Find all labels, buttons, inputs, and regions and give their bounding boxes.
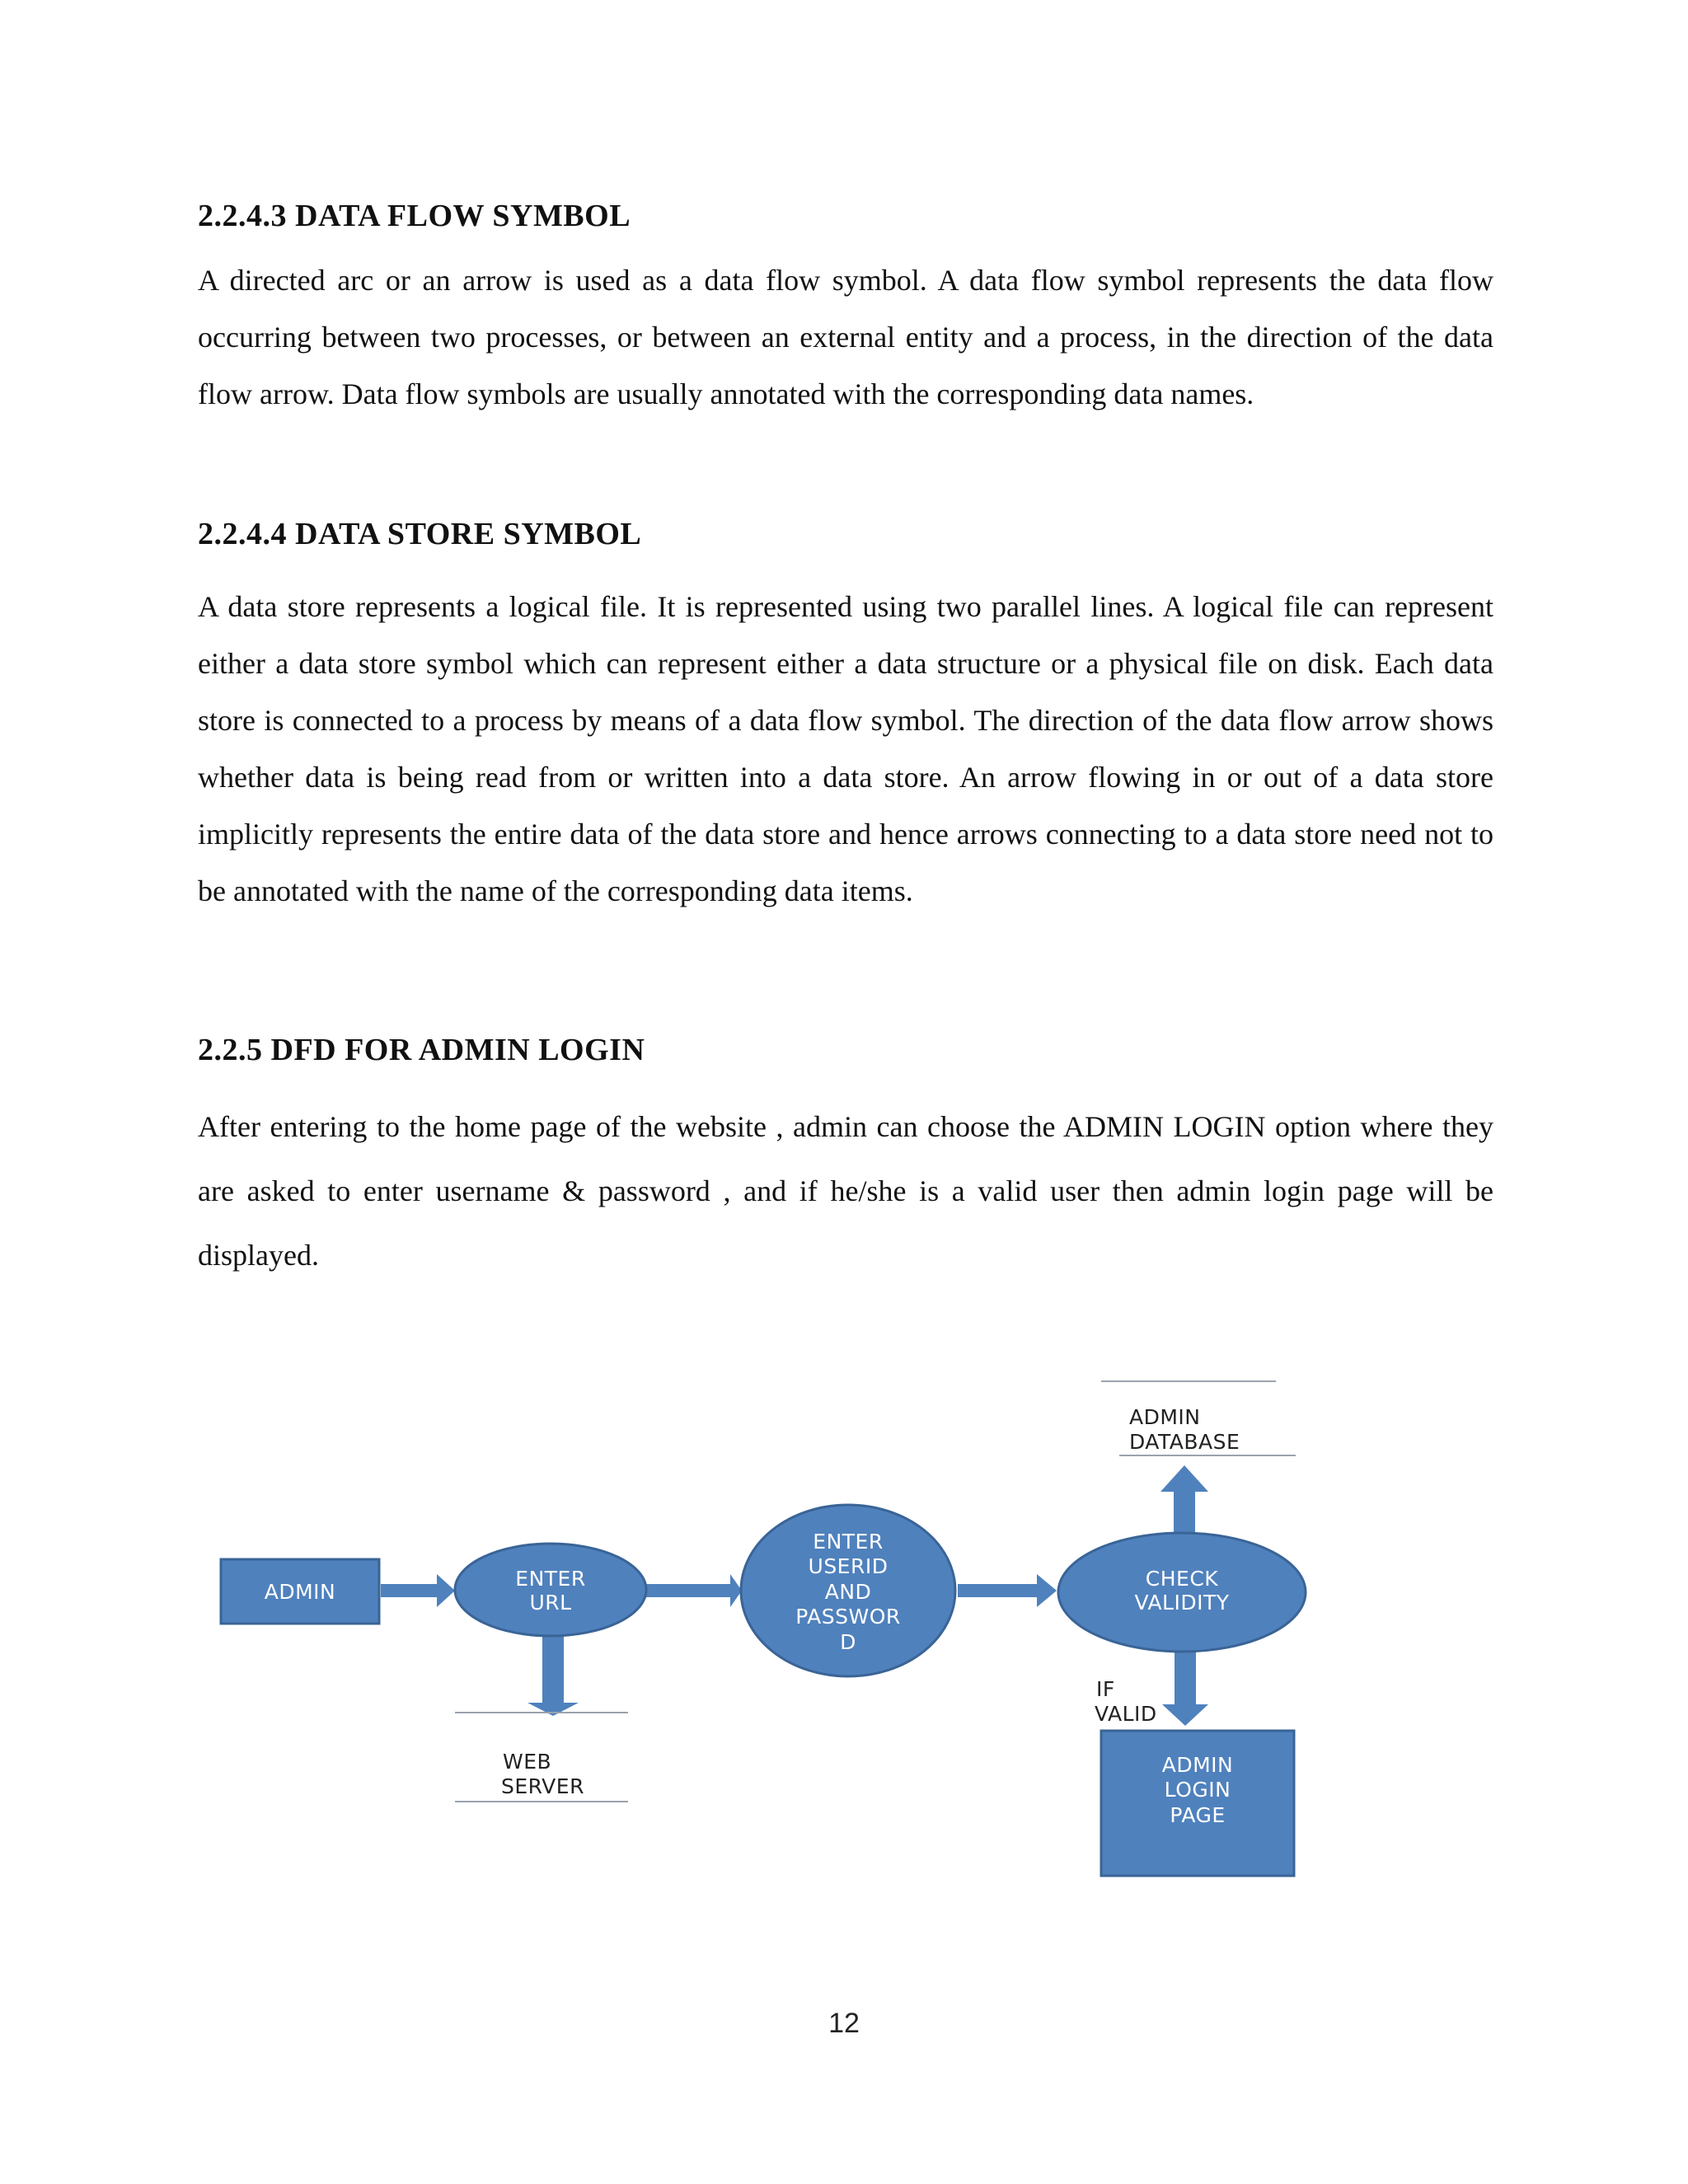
section-paragraph: A data store represents a logical file. It is represented using two parallel lines. A logical file can represent either a data store symbol which can represent either a data structure or a physical file on disk. Each data store is connected to a process by means of a data flow symbol. The direction of the data flow arrow shows whether data is being read from or written into a data store. An arrow flowing in or out of a data store implicitly represents the entire data of the data store and hence arrows connecting to a data store need not to be annotated with the name of the corresponding data items.: [198, 590, 1493, 907]
flow-arrow-check-to-database: [1160, 1465, 1208, 1536]
store-label-line: SERVER: [501, 1774, 584, 1798]
data-store-web-server: [455, 1713, 628, 1802]
process-enter-url: [455, 1544, 646, 1636]
data-store-admin-database: [1101, 1381, 1296, 1455]
process-label-line: D: [840, 1630, 856, 1654]
flow-arrow-admin-to-url: [381, 1574, 455, 1607]
process-label-line: USERID: [808, 1554, 889, 1578]
process-label-line: PASSWOR: [795, 1605, 901, 1629]
flow-arrow-check-to-login-page: [1162, 1650, 1208, 1726]
flow-arrow-credentials-to-check: [958, 1574, 1057, 1607]
section-heading: 2.2.5 DFD FOR ADMIN LOGIN: [198, 1033, 645, 1067]
process-label-line: ENTER: [813, 1530, 884, 1554]
process-label-line: CHECK: [1145, 1567, 1219, 1591]
section-heading: 2.2.4.3 DATA FLOW SYMBOL: [198, 199, 631, 233]
store-label-line: ADMIN: [1129, 1405, 1201, 1429]
output-label-line: LOGIN: [1164, 1778, 1231, 1802]
output-label-line: PAGE: [1170, 1803, 1226, 1827]
process-label-line: ENTER: [515, 1567, 586, 1591]
store-label-line: WEB: [503, 1750, 552, 1774]
process-label-line: URL: [529, 1591, 572, 1615]
condition-label-if-valid: [1095, 1677, 1157, 1726]
flow-arrow-url-to-credentials: [645, 1574, 742, 1607]
condition-label-line: VALID: [1095, 1702, 1157, 1726]
process-enter-credentials: [741, 1505, 955, 1676]
section-heading: 2.2.4.4 DATA STORE SYMBOL: [198, 517, 642, 551]
process-label-line: AND: [824, 1580, 872, 1604]
store-label-line: DATABASE: [1129, 1430, 1240, 1454]
page-number: 12: [828, 2008, 860, 2039]
process-check-validity: [1058, 1533, 1306, 1652]
flow-arrow-url-to-web-server: [528, 1633, 579, 1716]
entity-label: ADMIN: [264, 1580, 336, 1604]
section-paragraph: A directed arc or an arrow is used as a data flow symbol. A data flow symbol represents the data flow occurring between two processes, or between an external entity and a process, in the direction of the data flow arrow. Data flow symbols are usually annotated with the corresponding data names.: [198, 264, 1493, 410]
output-label-line: ADMIN: [1161, 1753, 1234, 1777]
process-label-line: VALIDITY: [1134, 1591, 1230, 1615]
condition-label-line: IF: [1096, 1677, 1115, 1701]
section-paragraph: After entering to the home page of the website , admin can choose the ADMIN LOGIN option where they are asked to enter username & password , and if he/she is a valid user then admin login page will be displayed.: [198, 1110, 1493, 1272]
output-admin-login-page: [1101, 1731, 1294, 1876]
external-entity-admin: [221, 1559, 379, 1624]
